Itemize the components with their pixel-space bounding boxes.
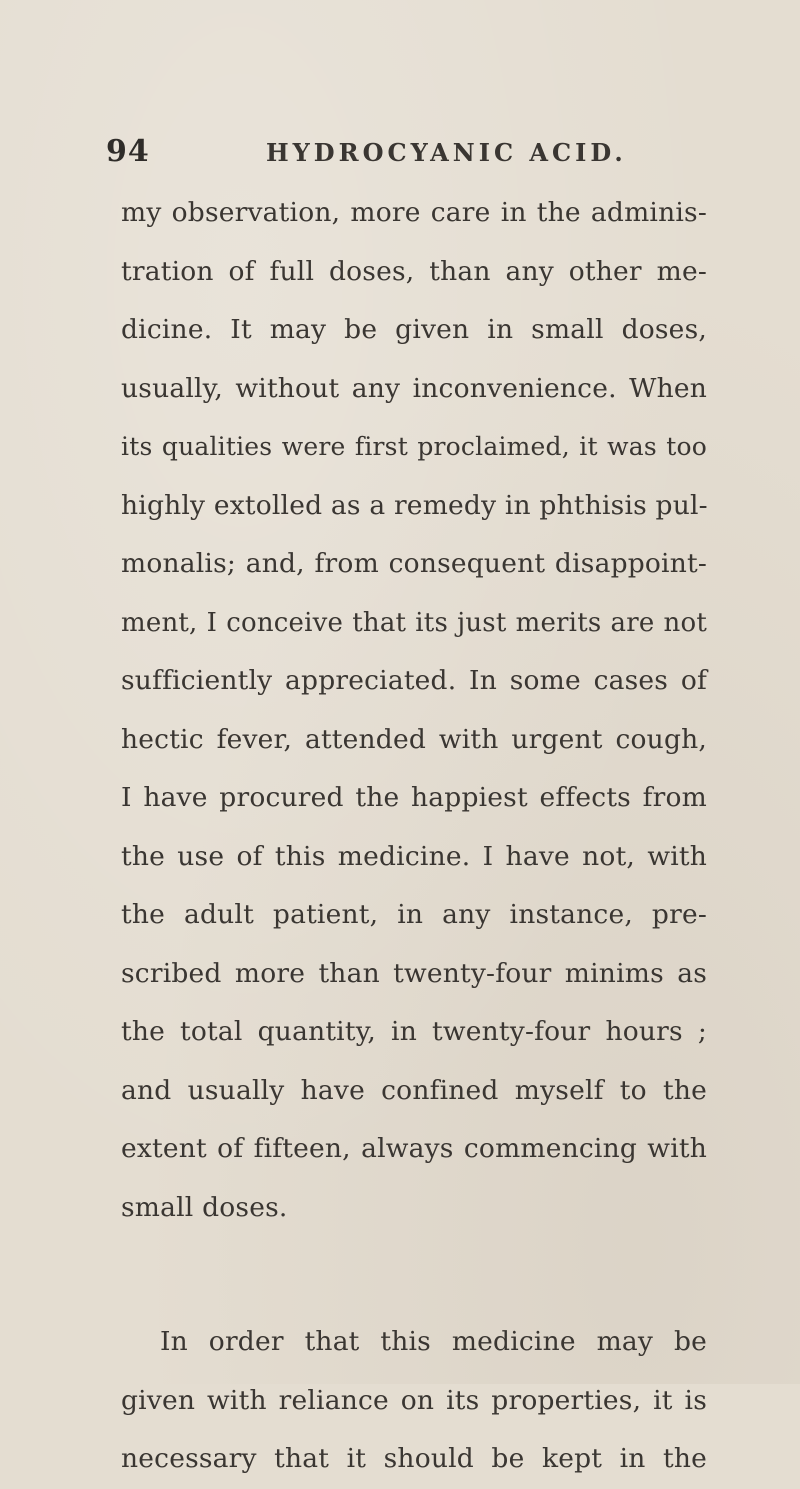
paragraph-1 [121,184,707,1237]
text-line: extent of fifteen, always commencing with [121,1133,707,1164]
text-line: hectic fever, attended with urgent cough, [121,723,707,755]
text-line: the total quantity, in twenty-four hours ; [121,1016,707,1047]
paragraph-gap [121,1237,707,1313]
text-line: usually, without any inconvenience. When [121,372,707,404]
text-line: and usually have confined myself to the [121,1074,707,1106]
text-line: the use of this medicine. I have not, with [121,840,707,872]
running-title: HYDROCYANIC ACID. [266,138,627,167]
text-line: necessary that it should be kept in the [121,1443,707,1474]
text-line: sufficiently appreciated. In some cases of [121,665,707,696]
text-line: ment, I conceive that its just merits are not [121,607,707,638]
text-line: tration of full doses, than any other me- [121,255,707,287]
text-line: I have procured the happiest effects from [121,782,707,813]
paragraph-2 [121,1313,707,1489]
text-line: its qualities were first proclaimed, it was too [121,432,707,461]
text-line: scribed more than twenty-four minims as [121,957,707,989]
text-line: my observation, more care in the adminis- [121,197,707,228]
text-line: small doses. [121,1191,288,1223]
text-line: highly extolled as a remedy in phthisis pul- [121,489,708,521]
text-line: In order that this medicine may be [160,1326,707,1357]
text-line: the adult patient, in any instance, pre- [121,899,707,930]
page-header [106,134,706,174]
text-line: monalis; and, from consequent disappoint- [121,548,707,579]
text-line: dicine. It may be given in small doses, [121,314,707,345]
text-line: given with reliance on its properties, it is [121,1384,707,1416]
page-number: 94 [106,134,150,169]
body-text [121,184,707,1489]
